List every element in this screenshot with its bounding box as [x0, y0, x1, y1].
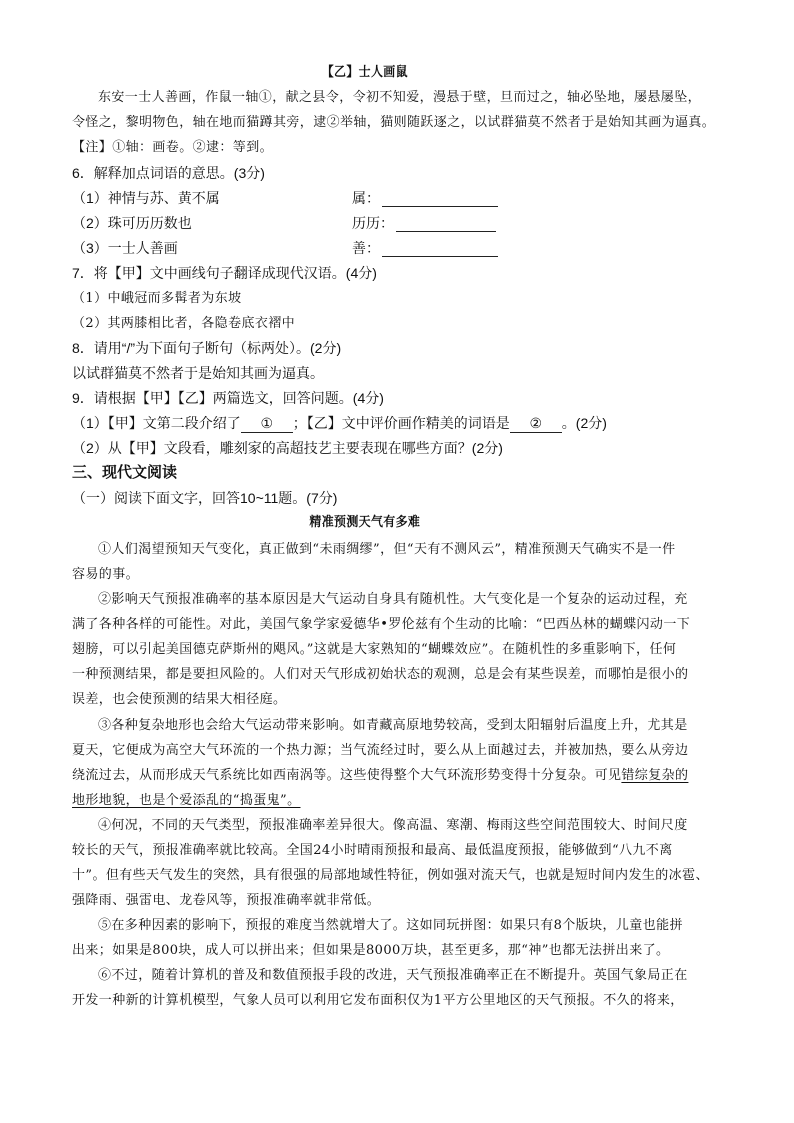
article-paragraph-2: ②影响天气预报准确率的基本原因是大气运动自身具有随机性。大气变化是一个复杂的运动过程，充	[98, 592, 688, 607]
article-paragraph-6: ⑥不过，随着计算机的普及和数值预报手段的改进，天气预报准确率正在不断提升。英国气象局正在	[98, 968, 688, 983]
question-6-answer-1[interactable]: 属：	[352, 189, 498, 207]
underlined-sentence-cont: 地形地貌，也是个爱添乱的“捣蛋鬼”。	[72, 793, 301, 808]
part-b-title: 【乙】士人画鼠	[321, 65, 408, 80]
question-7-sentence-2: （2）其两膝相比者，各隐卷底衣褶中	[72, 316, 296, 331]
section-3-heading: 三、现代文阅读	[72, 464, 178, 481]
question-9-stem: 9．请根据【甲】【乙】两篇选文，回答问题。(4分)	[72, 390, 384, 406]
article-paragraph-3-cont: 绕流过去，从而形成天气系统比如西南涡等。这些使得整个大气环流形势变得十分复杂。可见错综复杂的	[72, 768, 689, 783]
article-paragraph-1: ①人们渴望预知天气变化，真正做到“未雨绸缪”，但“天有不测风云”，精准预测天气确实不是一件	[98, 542, 676, 557]
part-b-paragraph-line-1: 东安一士人善画，作鼠一轴①，献之县令，令初不知爱，漫悬于壁，旦而过之，轴必坠地，屡悬屡坠，	[98, 90, 702, 105]
question-6-item-2: （2）珠可历历数也	[72, 215, 192, 231]
article-paragraph-1-cont: 容易的事。	[72, 567, 140, 582]
question-7-sentence-1: （1）中峨冠而多髯者为东坡	[72, 291, 242, 306]
article-paragraph-5-cont: 出来；如果是800块，成人可以拼出来；但如果是8000万块，甚至更多，那“神”也都无法拼出来了。	[72, 943, 670, 958]
part-b-note: 【注】①轴：画卷。②逮：等到。	[72, 140, 274, 155]
question-9-blank-2[interactable]: ②	[510, 414, 562, 433]
article-paragraph-2-cont: 误差，也会使预测的结果大相径庭。	[72, 692, 287, 707]
question-6-item-1: （1）神情与苏、黄不属	[72, 190, 220, 206]
article-paragraph-3-cont: 夏天，它便成为高空大气环流的一个热力源；当气流经过时，要么从上面越过去，并被加热，要么从旁边	[72, 743, 689, 758]
question-6-answer-3[interactable]: 善：	[352, 239, 498, 257]
article-paragraph-5: ⑤在多种因素的影响下，预报的难度当然就增大了。这如同玩拼图：如果只有8个版块，儿童也能拼	[98, 918, 683, 933]
question-9-part-2: （2）从【甲】文段看，雕刻家的高超技艺主要表现在哪些方面？(2分)	[72, 440, 503, 456]
question-8-sentence: 以试群猫莫不然者于是始知其画为逼真。	[72, 365, 324, 381]
part-b-paragraph-line-2: 令怪之，黎明物色，轴在地而猫蹲其旁，逮②举轴，猫则随跃逐之，以试群猫莫不然者于是始知其画为逼真。	[72, 115, 716, 130]
article-paragraph-4: ④何况，不同的天气类型，预报准确率差异很大。像高温、寒潮、梅雨这些空间范围较大、时间尺度	[98, 818, 688, 833]
article-paragraph-3: ③各种复杂地形也会给大气运动带来影响。如青藏高原地势较高，受到太阳辐射后温度上升，尤其是	[98, 718, 688, 733]
article-paragraph-6-cont: 开发一种新的计算机模型，气象人员可以利用它发布面积仅为1平方公里地区的天气预报。不久的将来，	[72, 993, 684, 1008]
question-9-blank-1[interactable]: ①	[241, 414, 293, 433]
question-6-item-3: （3）一士人善画	[72, 240, 178, 256]
question-7-stem: 7．将【甲】文中画线句子翻译成现代汉语。(4分)	[72, 265, 377, 281]
article-paragraph-4-cont: 强降雨、强雷电、龙卷风等，预报准确率就非常低。	[72, 893, 381, 908]
section-3-subheading: （一）阅读下面文字，回答10~11题。(7分)	[72, 490, 338, 506]
article-paragraph-2-cont: 翅膀，可以引起美国德克萨斯州的飓风。”这就是大家熟知的“蝴蝶效应”。在随机性的多重影响下，任何	[72, 642, 677, 657]
question-8-stem: 8．请用“/”为下面句子断句（标两处）。(2分)	[72, 340, 342, 356]
article-paragraph-2-cont: 一种预测结果，都是要担风险的。人们对天气形成初始状态的观测，总是会有某些误差，而哪怕是很小的	[72, 667, 689, 682]
article-paragraph-4-cont: 十”。但有些天气发生的突然，具有很强的局部地域性特征，例如强对流天气，也就是短时间内发生的冰雹、	[72, 868, 709, 883]
article-paragraph-2-cont: 满了各种各样的可能性。对此，美国气象学家爱德华•罗伦兹有个生动的比喻：“巴西丛林的蝴蝶闪动一下	[72, 617, 691, 632]
question-6-answer-2[interactable]: 历历：	[352, 214, 496, 232]
article-title: 精准预测天气有多难	[309, 515, 421, 530]
article-paragraph-4-cont: 较长的天气，预报准确率就比较高。全国24小时晴雨预报和最高、最低温度预报，能够做到“八九不离	[72, 843, 673, 858]
question-9-part-1: （1）【甲】文第二段介绍了 ① ；【乙】文中评价画作精美的词语是 ② 。(2分)	[72, 415, 607, 431]
question-6-stem: 6．解释加点词语的意思。(3分)	[72, 165, 265, 181]
underlined-sentence: 错综复杂的	[621, 768, 689, 783]
